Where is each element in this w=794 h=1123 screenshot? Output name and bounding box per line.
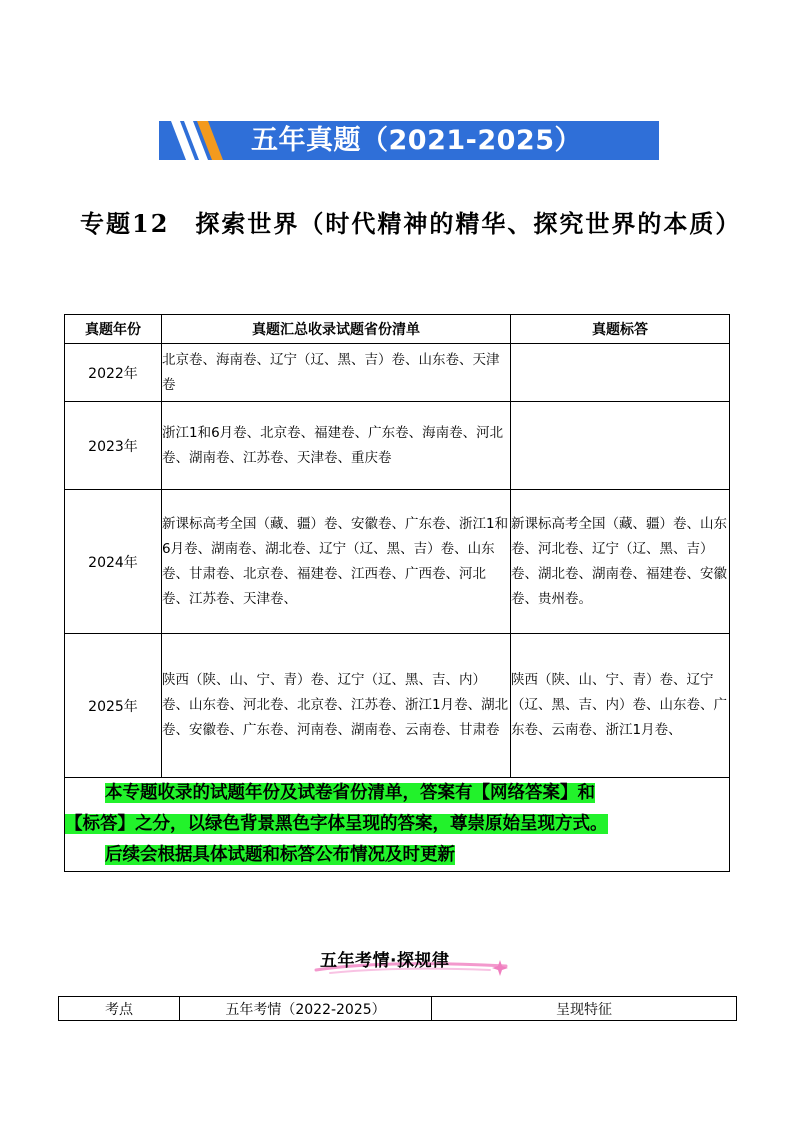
title-banner [159, 121, 659, 160]
year-cell: 2023年 [65, 402, 162, 490]
note-line-3: 后续会根据具体试题和标答公布情况及时更新 [105, 845, 455, 865]
table-header-row [65, 315, 730, 344]
answers-cell: 新课标高考全国（藏、疆）卷、山东卷、河北卷、辽宁（辽、黑、吉）卷、湖北卷、湖南卷、福建卷、安徽卷、贵州卷。 [511, 490, 730, 634]
section-heading-text: 五年考情·探规律 [320, 951, 450, 971]
note-line-2: 【标答】之分，以绿色背景黑色字体呈现的答案，尊崇原始呈现方式。 [65, 814, 608, 834]
header-provinces: 真题汇总收录试题省份清单 [162, 315, 511, 344]
header-year: 真题年份 [65, 315, 162, 344]
provinces-cell: 新课标高考全国（藏、疆）卷、安徽卷、广东卷、浙江1和6月卷、湖南卷、湖北卷、辽宁（辽、黑、吉）卷、山东卷、甘肃卷、北京卷、福建卷、江西卷、广西卷、河北卷、江苏卷、天津卷、 [162, 490, 511, 634]
note-row [65, 778, 730, 872]
provinces-cell: 浙江1和6月卷、北京卷、福建卷、广东卷、海南卷、河北卷、湖南卷、江苏卷、天津卷、重庆卷 [162, 402, 511, 490]
section-heading [310, 946, 500, 976]
banner-title: 五年真题（2021-2025） [251, 125, 582, 156]
answers-cell [511, 344, 730, 402]
year-cell: 2025年 [65, 634, 162, 778]
table-row [65, 402, 730, 490]
year-cell: 2022年 [65, 344, 162, 402]
answers-cell: 陕西（陕、山、宁、青）卷、辽宁（辽、黑、吉、内）卷、山东卷、广东卷、云南卷、浙江1月卷、 [511, 634, 730, 778]
table-row [65, 344, 730, 402]
table-row [65, 490, 730, 634]
note-cell [65, 778, 730, 872]
header-topic: 考点 [59, 997, 180, 1021]
answers-cell [511, 402, 730, 490]
table-row [65, 634, 730, 778]
header-features: 呈现特征 [432, 997, 737, 1021]
summary-table [64, 314, 730, 872]
year-cell: 2024年 [65, 490, 162, 634]
topic-title: 专题12 探索世界（时代精神的精华、探究世界的本质） [80, 209, 742, 238]
trend-table [58, 996, 737, 1021]
header-trend: 五年考情（2022-2025） [180, 997, 432, 1021]
trend-header-row [59, 997, 737, 1021]
provinces-cell: 陕西（陕、山、宁、青）卷、辽宁（辽、黑、吉、内）卷、山东卷、河北卷、北京卷、江苏卷、浙江1月卷、湖北卷、安徽卷、广东卷、河南卷、湖南卷、云南卷、甘肃卷 [162, 634, 511, 778]
header-answers: 真题标答 [511, 315, 730, 344]
stripes-decoration-icon [167, 121, 237, 160]
provinces-cell: 北京卷、海南卷、辽宁（辽、黑、吉）卷、山东卷、天津卷 [162, 344, 511, 402]
note-line-1: 本专题收录的试题年份及试卷省份清单，答案有【网络答案】和 [105, 783, 595, 803]
